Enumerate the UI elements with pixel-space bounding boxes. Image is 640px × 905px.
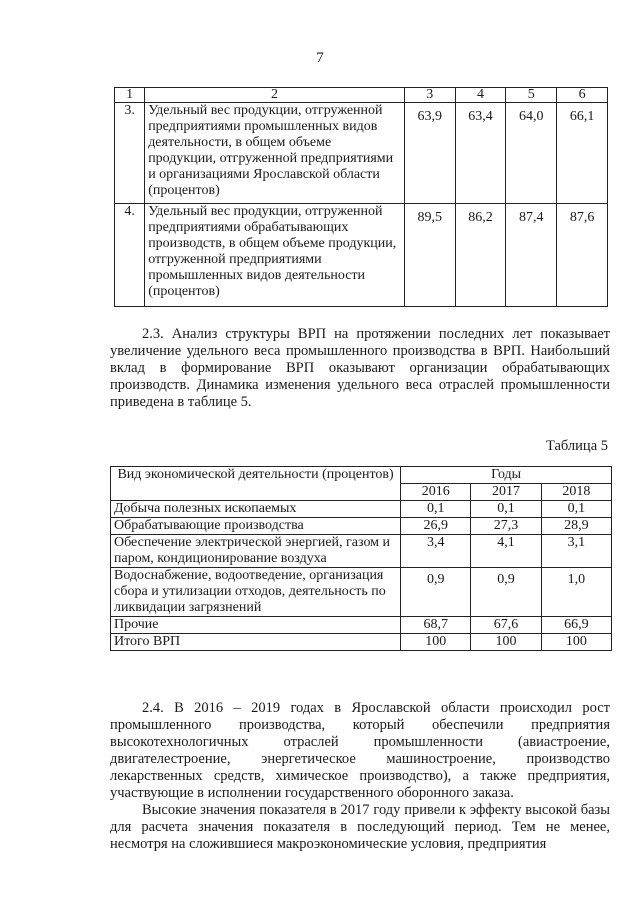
table-header-row [115, 88, 608, 103]
column-header-activity: Вид экономической деятельности (процентов) [111, 467, 401, 501]
value-cell: 68,7 [401, 617, 471, 634]
value-cell: 87,4 [506, 204, 557, 307]
value-cell: 100 [471, 634, 541, 651]
activity-name: Итого ВРП [111, 634, 401, 651]
indicator-description: Удельный вес продукции, отгруженной предприятиями промышленных видов деятельности, в общем объеме продукции, отгруженной предприятиями и организациями Ярославской области (процентов) [145, 103, 405, 204]
column-header-years: Годы [401, 467, 612, 484]
value-cell: 4,1 [471, 535, 541, 568]
industry-share-table [110, 466, 612, 651]
table-row [115, 204, 608, 307]
table-row [111, 568, 612, 617]
value-cell: 28,9 [541, 518, 611, 535]
row-number: 3. [115, 103, 145, 204]
indicators-table-continued [114, 87, 608, 307]
table-row [115, 103, 608, 204]
column-number: 1 [115, 88, 145, 103]
value-cell: 26,9 [401, 518, 471, 535]
value-cell: 89,5 [404, 204, 455, 307]
value-cell: 100 [401, 634, 471, 651]
year-header: 2016 [401, 484, 471, 501]
activity-name: Добыча полезных ископаемых [111, 501, 401, 518]
value-cell: 66,9 [541, 617, 611, 634]
year-header: 2018 [541, 484, 611, 501]
table-row [111, 501, 612, 518]
activity-name: Прочие [111, 617, 401, 634]
paragraph-2-4 [110, 700, 610, 802]
value-cell: 0,9 [471, 568, 541, 617]
value-cell: 1,0 [541, 568, 611, 617]
paragraph-2-4-block [110, 700, 610, 853]
column-number: 6 [557, 88, 608, 103]
column-number: 4 [455, 88, 506, 103]
page-number: 7 [316, 50, 324, 66]
value-cell: 0,1 [471, 501, 541, 518]
year-header: 2017 [471, 484, 541, 501]
value-cell: 67,6 [471, 617, 541, 634]
value-cell: 3,1 [541, 535, 611, 568]
value-cell: 0,1 [401, 501, 471, 518]
paragraph-text: Высокие значения показателя в 2017 году привели к эффекту высокой базы для расчета значения показателя в последующий период. Тем не менее, несмотря на сложившиеся макроэкономические условия, предприятия [110, 802, 610, 852]
paragraph-text: 2.3. Анализ структуры ВРП на протяжении последних лет показывает увеличение удельного веса промышленного производства в ВРП. Наибольший вклад в формирование ВРП оказывают организации обрабатывающих производств. Динамика изменения удельного веса отраслей промышленности приведена в таблице 5. [110, 326, 610, 410]
column-number: 5 [506, 88, 557, 103]
indicator-description: Удельный вес продукции, отгруженной предприятиями обрабатывающих производств, в общем объеме продукции, отгруженной предприятиями промышленных видов деятельности (процентов) [145, 204, 405, 307]
value-cell: 87,6 [557, 204, 608, 307]
column-number: 3 [404, 88, 455, 103]
activity-name: Водоснабжение, водоотведение, организация сбора и утилизации отходов, деятельность по ликвидации загрязнений [111, 568, 401, 617]
value-cell: 3,4 [401, 535, 471, 568]
value-cell: 27,3 [471, 518, 541, 535]
table-row [111, 617, 612, 634]
value-cell: 63,9 [404, 103, 455, 204]
paragraph-high-values [110, 802, 610, 853]
paragraph-text: 2.4. В 2016 – 2019 годах в Ярославской области происходил рост промышленного производства, который обеспечили предприятия высокотехнологичных отраслей промышленности (авиастроение, двигателестроение, энергетическое машиностроение, производство лекарственных средств, химическое производство), а также предприятия, участвующие в исполнении государственного оборонного заказа. [110, 700, 610, 801]
value-cell: 100 [541, 634, 611, 651]
activity-name: Обрабатывающие производства [111, 518, 401, 535]
table-row [111, 535, 612, 568]
value-cell: 0,9 [401, 568, 471, 617]
table-caption: Таблица 5 [545, 438, 608, 454]
activity-name: Обеспечение электрической энергией, газом и паром, кондиционирование воздуха [111, 535, 401, 568]
column-number: 2 [145, 88, 405, 103]
value-cell: 64,0 [506, 103, 557, 204]
table-header-row [111, 467, 612, 484]
row-number: 4. [115, 204, 145, 307]
value-cell: 63,4 [455, 103, 506, 204]
value-cell: 0,1 [541, 501, 611, 518]
table-row [111, 518, 612, 535]
table-row-total [111, 634, 612, 651]
paragraph-2-3 [110, 326, 610, 411]
value-cell: 86,2 [455, 204, 506, 307]
value-cell: 66,1 [557, 103, 608, 204]
